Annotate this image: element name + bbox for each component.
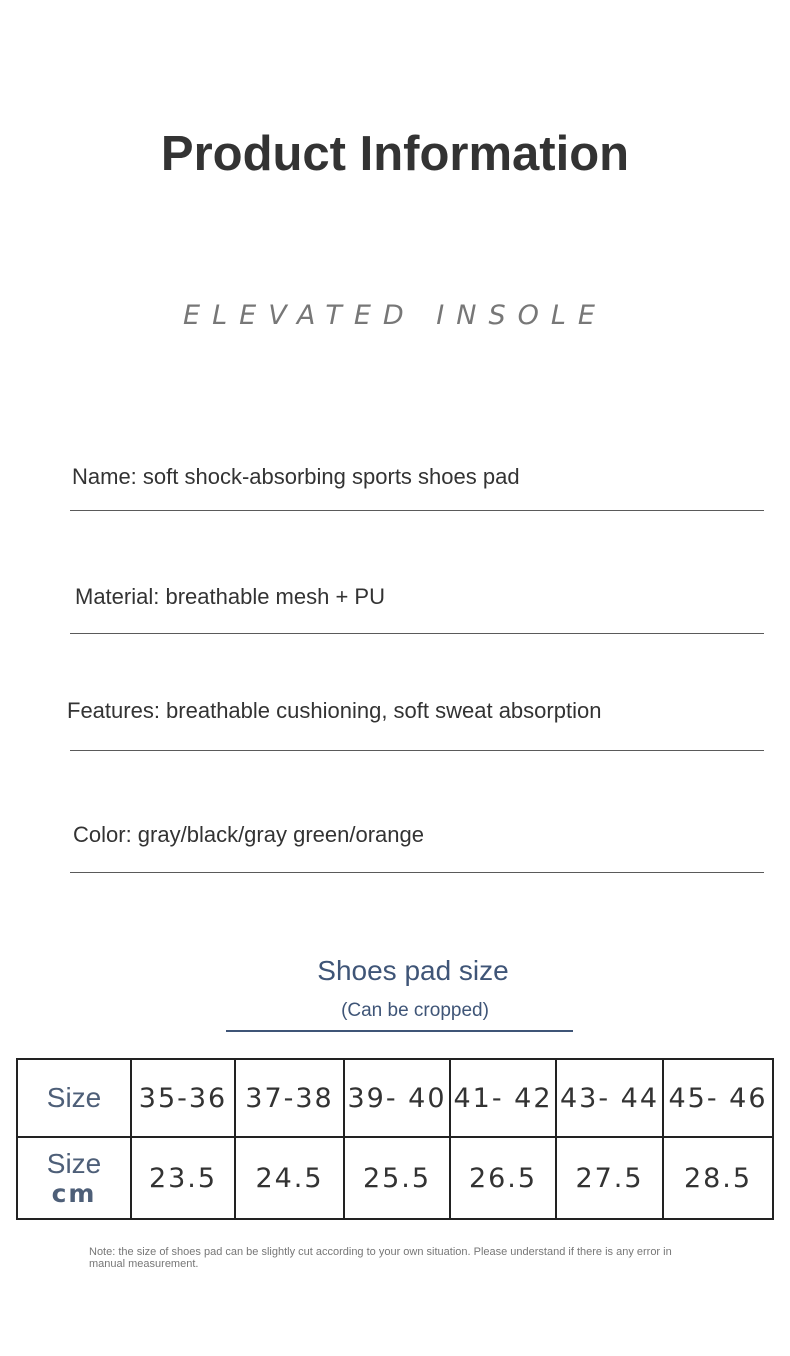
info-name: Name: soft shock-absorbing sports shoes pad — [72, 464, 520, 489]
size-row — [17, 1059, 773, 1137]
length-row-label — [17, 1137, 131, 1219]
product-subtitle: ELEVATED INSOLE — [183, 300, 607, 331]
size-table — [16, 1058, 774, 1220]
divider-features — [70, 750, 764, 751]
size-cell: 35-36 — [131, 1059, 235, 1137]
divider-material — [70, 633, 764, 634]
length-cell: 27.5 — [556, 1137, 663, 1219]
size-row-label: Size — [17, 1059, 131, 1137]
info-features: Features: breathable cushioning, soft sweat absorption — [67, 698, 602, 723]
length-cell: 23.5 — [131, 1137, 235, 1219]
length-cell: 25.5 — [344, 1137, 450, 1219]
length-cell: 28.5 — [663, 1137, 773, 1219]
length-row — [17, 1137, 773, 1219]
size-cell: 39- 40 — [344, 1059, 450, 1137]
size-cell: 41- 42 — [450, 1059, 556, 1137]
size-note: Note: the size of shoes pad can be slightly cut according to your own situation. Please understand if there is any error in manual measurement. — [89, 1246, 672, 1270]
info-color: Color: gray/black/gray green/orange — [73, 822, 424, 847]
page-title: Product Information — [160, 127, 630, 181]
size-cell: 37-38 — [235, 1059, 344, 1137]
divider-name — [70, 510, 764, 511]
size-subheading: (Can be cropped) — [341, 1000, 489, 1021]
length-cell: 24.5 — [235, 1137, 344, 1219]
length-cell: 26.5 — [450, 1137, 556, 1219]
divider-color — [70, 872, 764, 873]
length-unit-text: cm — [51, 1179, 97, 1208]
length-label-text: Size — [46, 1148, 102, 1179]
info-material: Material: breathable mesh + PU — [75, 584, 385, 609]
size-cell: 43- 44 — [556, 1059, 663, 1137]
size-heading-underline — [226, 1030, 573, 1032]
size-heading: Shoes pad size — [317, 955, 509, 986]
size-cell: 45- 46 — [663, 1059, 773, 1137]
